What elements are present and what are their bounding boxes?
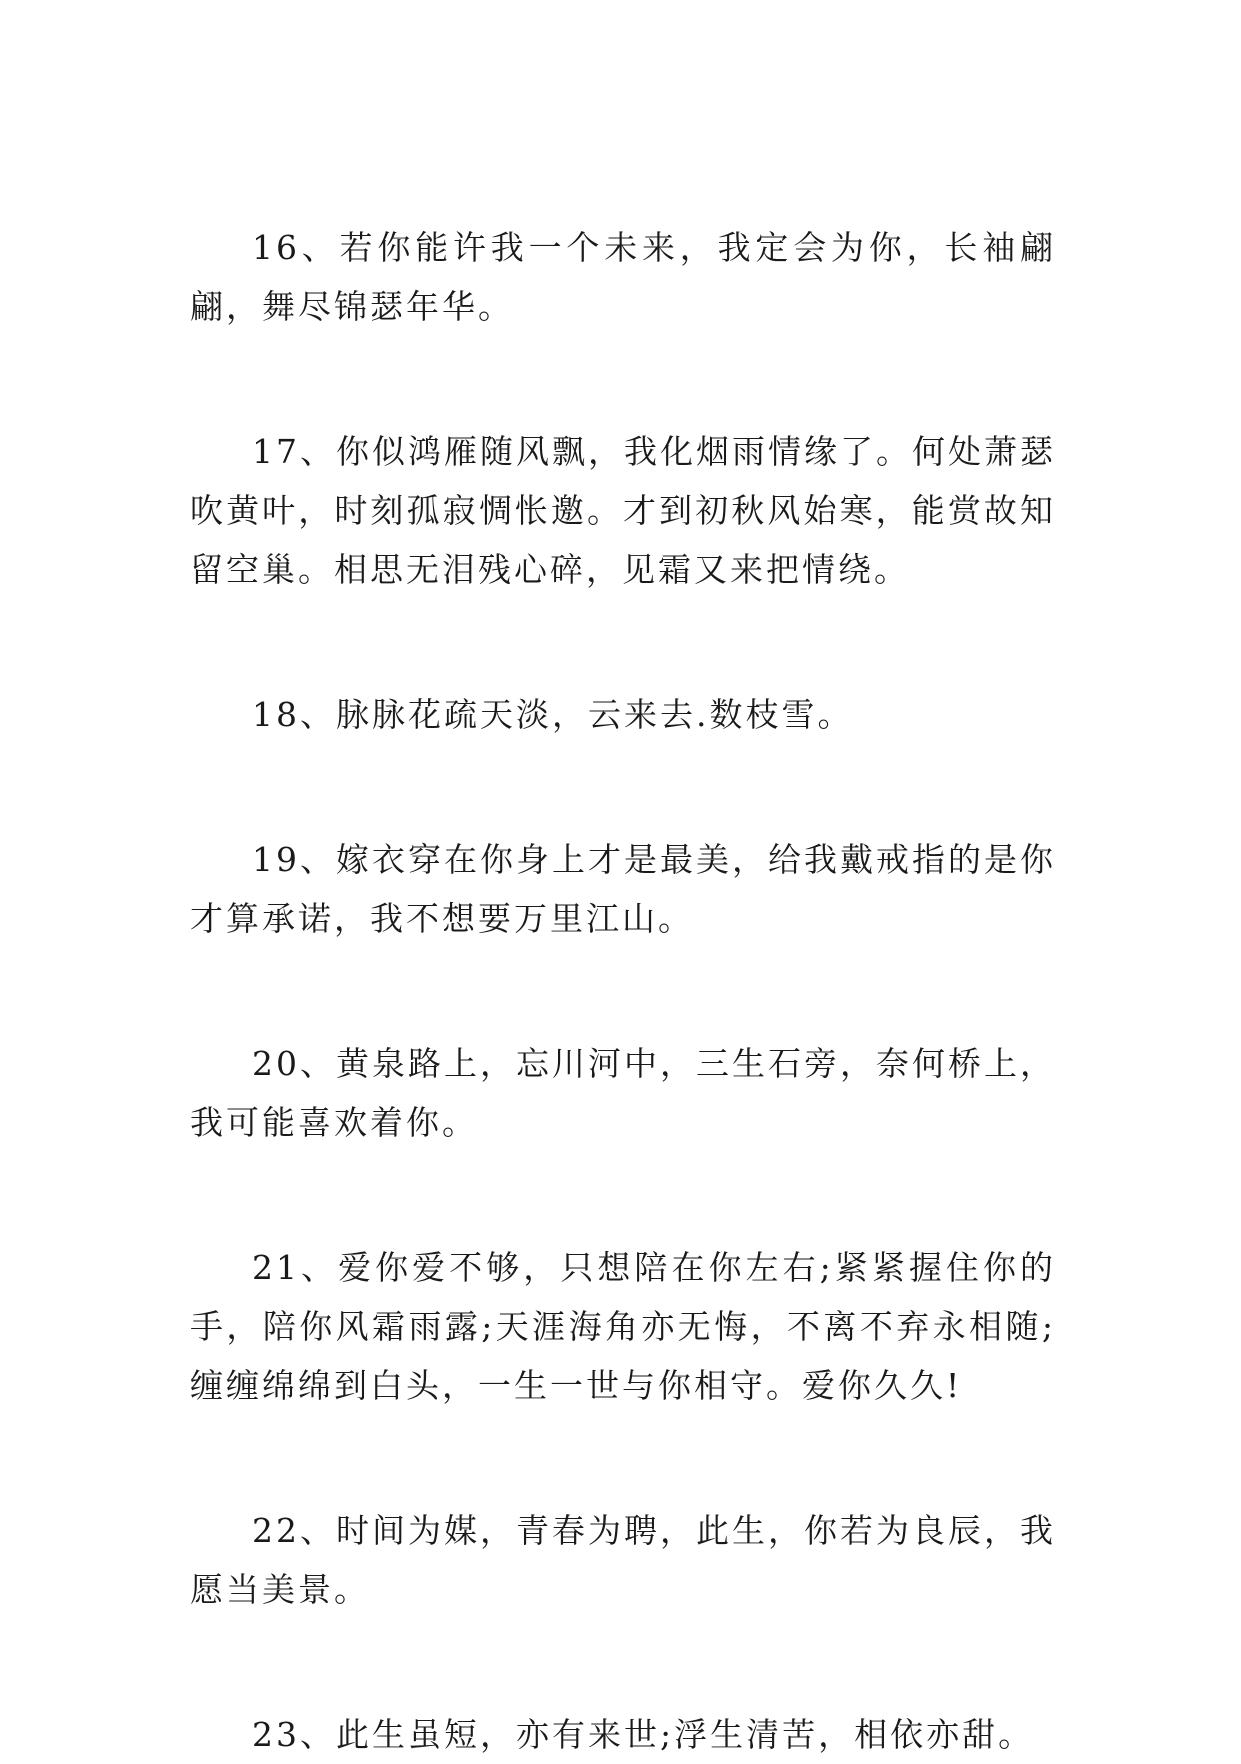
- paragraph-19: 19、嫁衣穿在你身上才是最美，给我戴戒指的是你才算承诺，我不想要万里江山。: [190, 840, 1056, 938]
- paragraph-23: 23、此生虽短，亦有来世;浮生清苦，相依亦甜。: [252, 1715, 1035, 1754]
- paragraph-22: 22、时间为媒，青春为聘，此生，你若为良辰，我愿当美景。: [190, 1511, 1056, 1609]
- paragraph-21: 21、爱你爱不够，只想陪在你左右;紧紧握住你的手，陪你风霜雨露;天涯海角亦无悔，不离不弃永相随;缠缠绵绵到白头，一生一世与你相守。爱你久久!: [190, 1248, 1056, 1405]
- paragraph-16: 16、若你能许我一个未来，我定会为你，长袖翩翩，舞尽锦瑟年华。: [190, 228, 1056, 326]
- document-body: [190, 218, 1056, 1764]
- paragraph-18: 18、脉脉花疏天淡，云来去.数枝雪。: [252, 695, 854, 734]
- paragraph-20: 20、黄泉路上，忘川河中，三生石旁，奈何桥上，我可能喜欢着你。: [190, 1044, 1056, 1142]
- paragraph-17: 17、你似鸿雁随风飘，我化烟雨情缘了。何处萧瑟吹黄叶，时刻孤寂惆怅邀。才到初秋风始寒，能赏故知留空巢。相思无泪残心碎，见霜又来把情绕。: [190, 432, 1056, 589]
